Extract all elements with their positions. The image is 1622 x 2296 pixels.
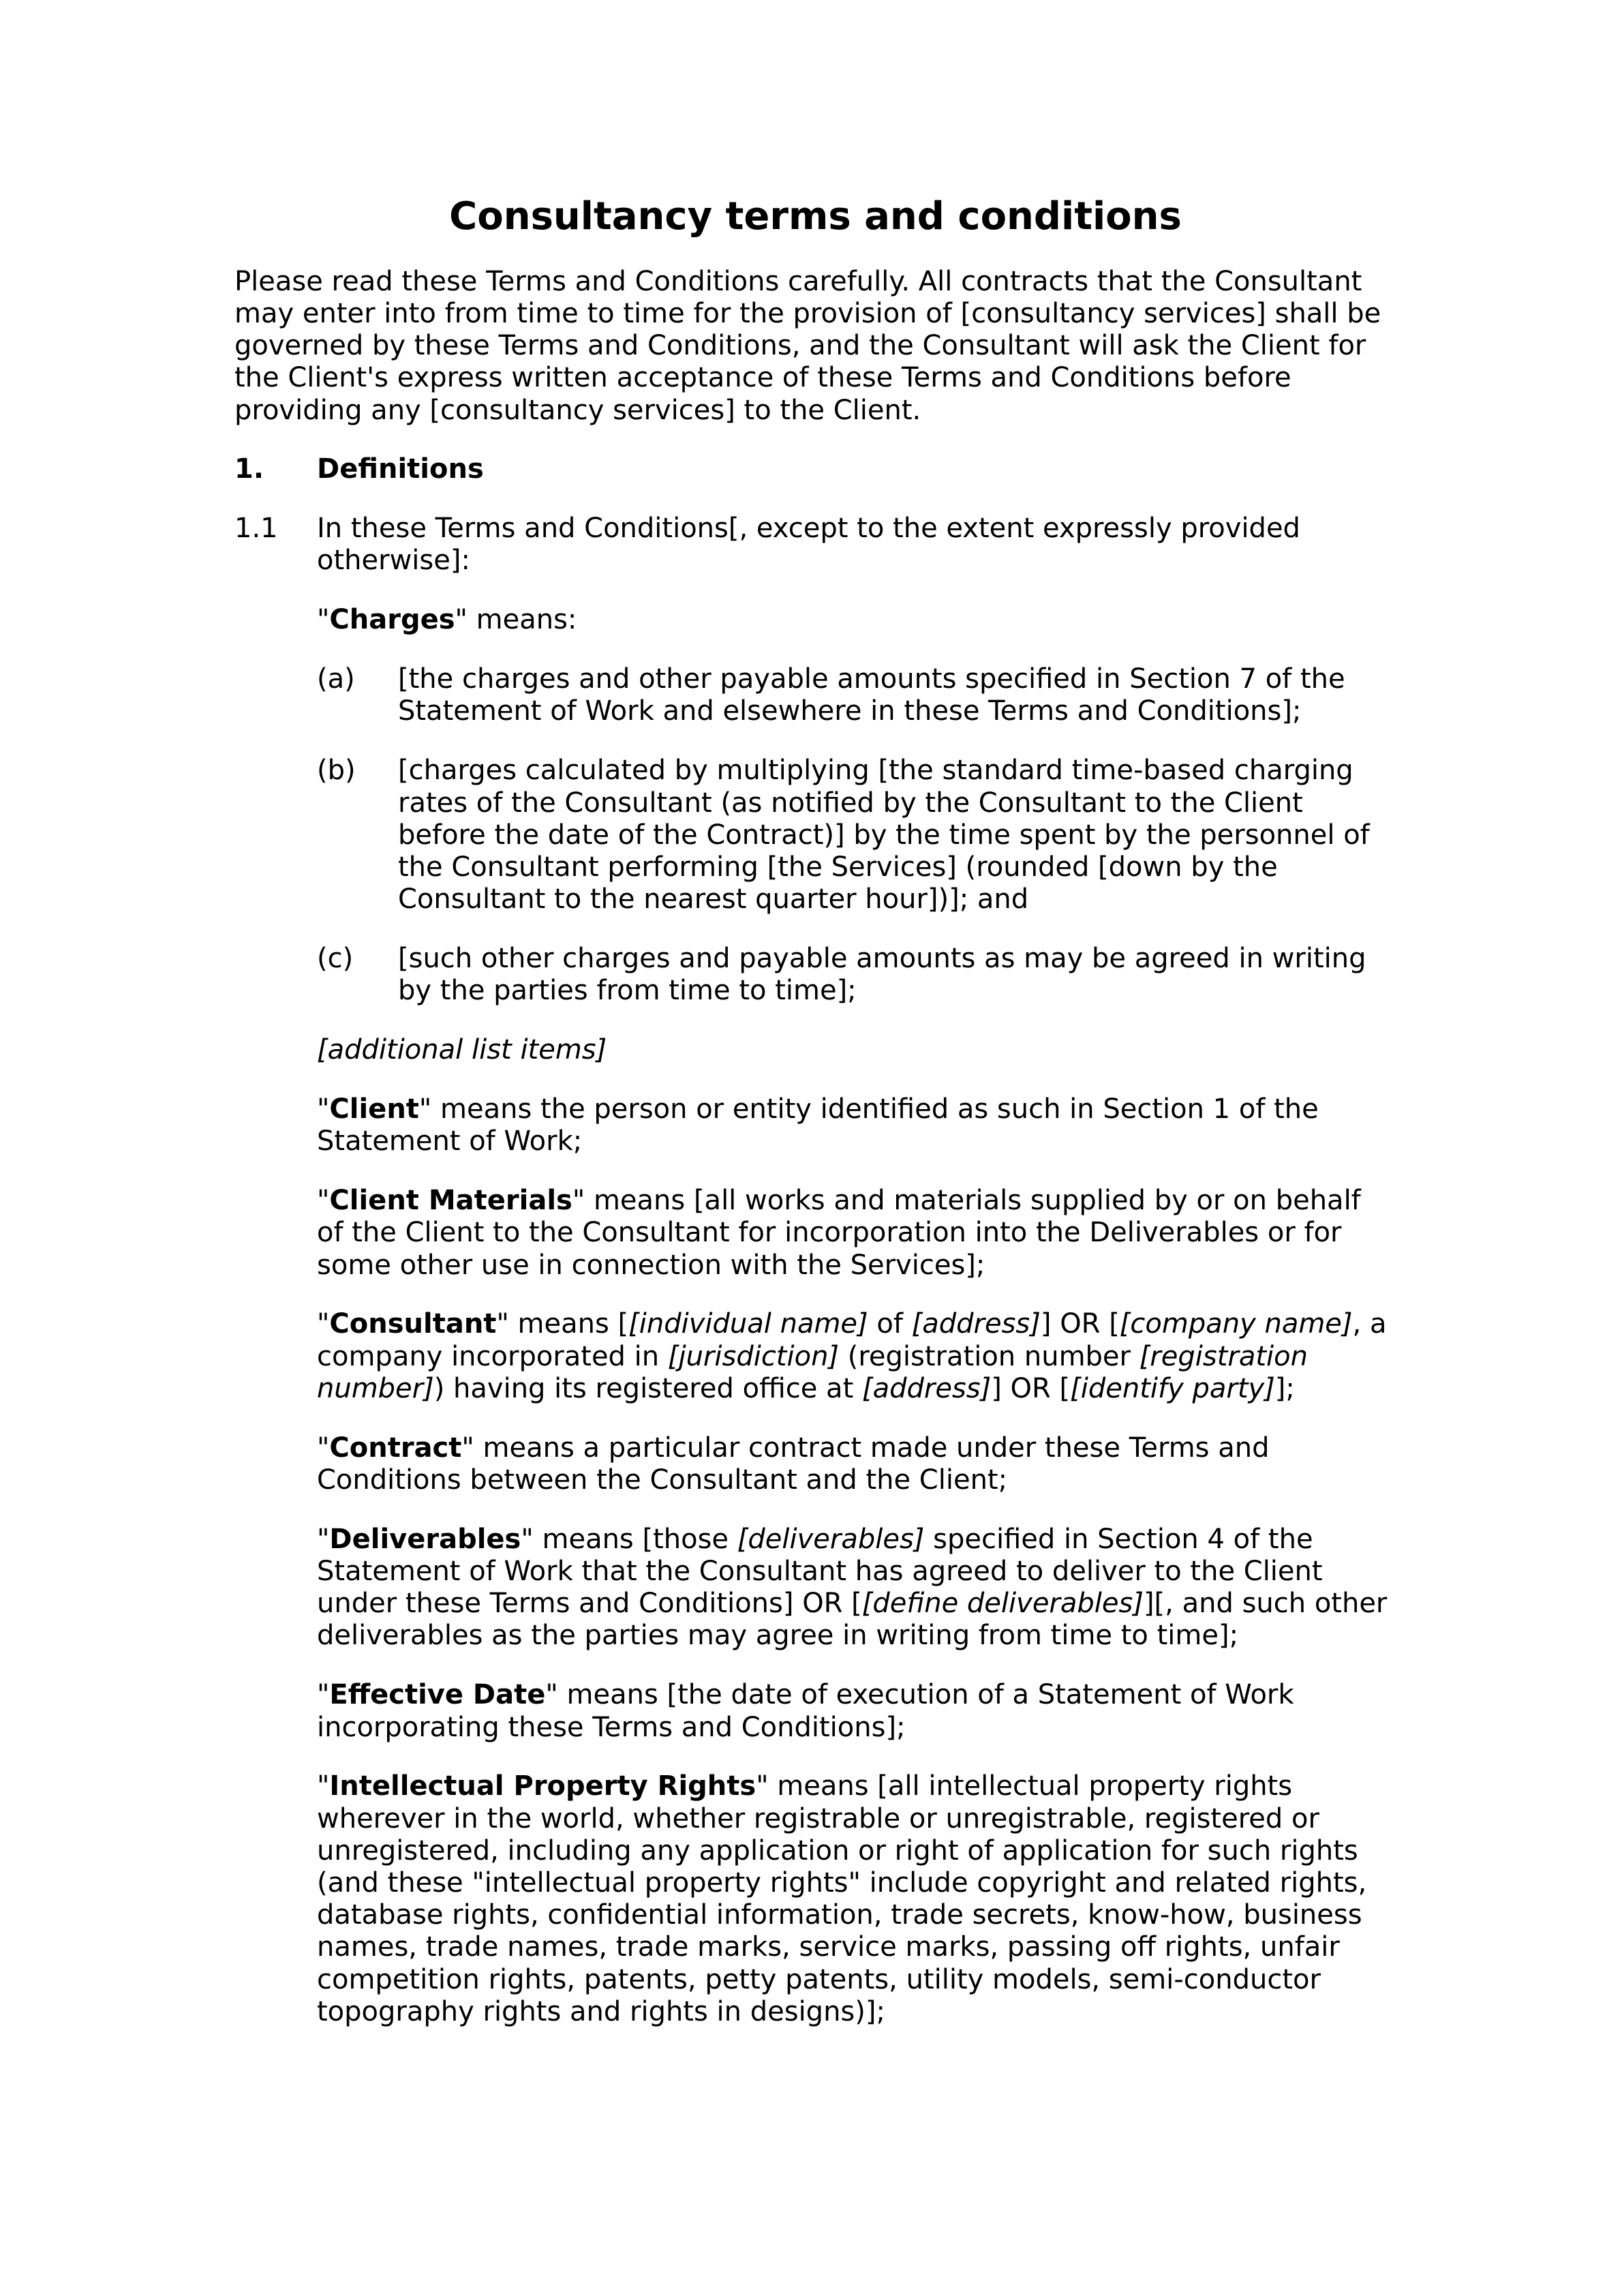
definition-term: Intellectual Property Rights — [329, 1770, 756, 1802]
document-body — [234, 194, 1396, 2055]
section-heading — [234, 453, 1396, 485]
definition-text: " means [those — [521, 1523, 737, 1555]
placeholder-text: [registration number] — [317, 1340, 1308, 1404]
section-title: Definitions — [317, 453, 484, 485]
document-title: Consultancy terms and conditions — [449, 194, 1182, 239]
definition-text: " means [all intellectual property rights wherever in the world, whether registrable or unregistrable, registered or unregistered, including any application or right of application for such rights (and these "intellectual property rights" include copyright and related rights, database rights, confidential information, trade secrets, know-how, business names, trade names, trade marks, service marks, passing off rights, unfair competition rights, patents, petty patents, utility models, semi-conductor topography rights and rights in designs)]; — [317, 1770, 1367, 2027]
definition-text: " means [the date of execution of a Statement of Work incorporating these Terms and Conditions]; — [317, 1679, 1294, 1743]
intro-paragraph: Please read these Terms and Conditions carefully. All contracts that the Consultant may enter into from time to time for the provision of [consultancy services] shall be governed by these Terms and Conditions, and the Consultant will ask the Client for the Client's express written acceptance of these Terms and Conditions before providing any [consultancy services] to the Client. — [234, 265, 1381, 426]
definition-term: Deliverables — [329, 1523, 521, 1555]
definition-text: " means [ — [496, 1308, 629, 1340]
definition-intellectual-property-rights — [317, 1770, 1396, 2028]
definition-text: ) having its registered office at — [433, 1372, 862, 1404]
list-item-text: [such other charges and payable amounts as may be agreed in writing by the parties from time to time]; — [398, 943, 1366, 1007]
list-item-text: [the charges and other payable amounts specified in Section 7 of the Statement of Work and elsewhere in these Terms and Conditions]; — [398, 663, 1345, 727]
definition-term: Charges — [329, 604, 455, 636]
definition-text: " means [all works and materials supplied by or on behalf of the Client to the Consultant for incorporation into the Deliverables or for some other use in connection with the Services]; — [317, 1185, 1361, 1281]
definition-effective-date — [317, 1679, 1396, 1743]
definition-term: Client — [329, 1093, 419, 1126]
open-quote: " — [317, 1679, 330, 1711]
definition-text: " means a particular contract made under these Terms and Conditions between the Consultant and the Client; — [317, 1432, 1270, 1496]
charges-list-item-a — [317, 663, 1396, 727]
placeholder-text: [company name] — [1119, 1308, 1353, 1340]
definition-text: ]; — [1274, 1372, 1295, 1404]
charges-list-item-b — [317, 755, 1396, 916]
placeholder-text: [individual name] — [628, 1308, 868, 1340]
open-quote: " — [317, 1523, 330, 1555]
placeholder-text: [define deliverables] — [861, 1588, 1144, 1620]
clause-text: In these Terms and Conditions[, except to the extent expressly provided otherwise]: — [317, 513, 1300, 577]
additional-list-items-note: [additional list items] — [317, 1034, 607, 1066]
clause-number: 1.1 — [234, 513, 278, 545]
list-item-label: (b) — [317, 755, 356, 787]
definition-term: Contract — [329, 1432, 462, 1464]
open-quote: " — [317, 1432, 330, 1464]
section-number: 1. — [234, 453, 264, 485]
definition-text: (registration number — [839, 1340, 1139, 1372]
definition-text: ] OR [ — [1040, 1308, 1120, 1340]
open-quote: " — [317, 604, 330, 636]
definition-contract — [317, 1432, 1396, 1496]
open-quote: " — [317, 1185, 330, 1217]
open-quote: " — [317, 1308, 330, 1340]
list-item-text: [charges calculated by multiplying [the standard time-based charging rates of the Consultant (as notified by the Consultant to the Client before the date of the Contract)] by the time spent by the personnel of the Consultant performing [the Services] (rounded [down by the Consultant to the nearest quarter hour])]; and — [398, 755, 1370, 916]
definition-deliverables — [317, 1524, 1396, 1652]
definition-text: specified in Section 4 of the Statement of Work that the Consultant has agreed to deliver to the Client under these Terms and Conditions] OR [ — [317, 1523, 1323, 1620]
clause-1-1 — [234, 513, 1396, 577]
open-quote: " — [317, 1093, 330, 1126]
definition-text: ][, and such other deliverables as the parties may agree in writing from time to time]; — [317, 1588, 1388, 1652]
definition-text: " means: — [455, 604, 577, 636]
definition-text: , a company incorporated in — [317, 1308, 1387, 1372]
placeholder-text: [address] — [861, 1372, 992, 1404]
definition-client — [317, 1093, 1396, 1158]
definition-client-materials — [317, 1185, 1396, 1282]
definition-consultant — [317, 1308, 1396, 1405]
definition-text: " means the person or entity identified as such in Section 1 of the Statement of Work; — [317, 1093, 1319, 1158]
definition-text: ] OR [ — [991, 1372, 1071, 1404]
list-item-label: (c) — [317, 943, 354, 975]
definition-charges — [317, 604, 1396, 636]
definition-term: Consultant — [329, 1308, 497, 1340]
placeholder-text: [address] — [911, 1308, 1041, 1340]
open-quote: " — [317, 1770, 330, 1802]
placeholder-text: [deliverables] — [737, 1523, 925, 1555]
definition-term: Client Materials — [329, 1185, 572, 1217]
placeholder-text: [identify party] — [1070, 1372, 1275, 1404]
definition-term: Effective Date — [329, 1679, 546, 1711]
placeholder-text: [jurisdiction] — [667, 1340, 840, 1372]
charges-list-item-c — [317, 943, 1396, 1007]
definition-text: of — [868, 1308, 912, 1340]
list-item-label: (a) — [317, 663, 355, 695]
